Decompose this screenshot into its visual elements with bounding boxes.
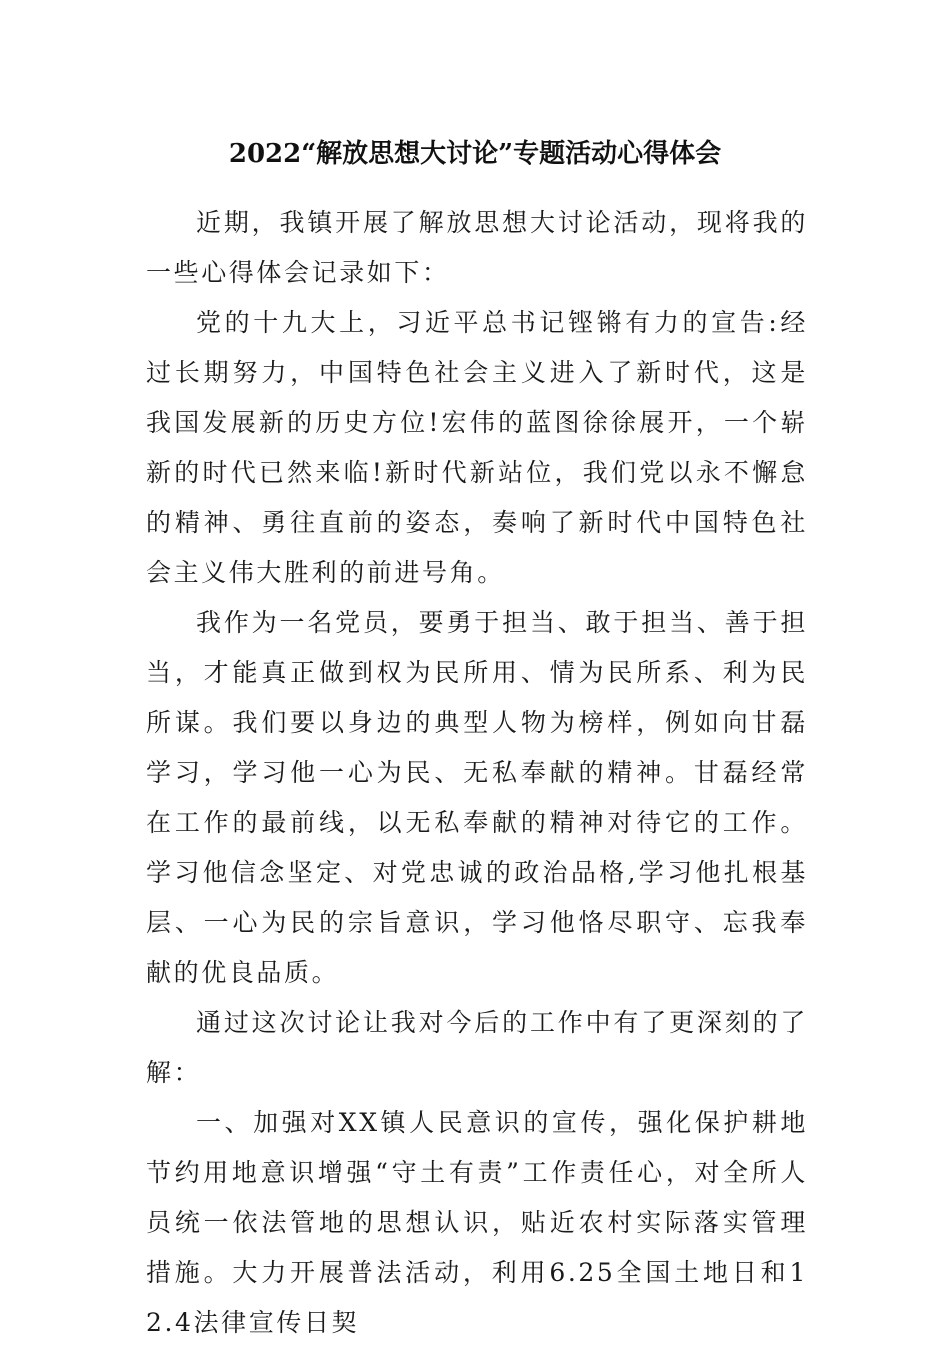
- paragraph-new-era: 党的十九大上，习近平总书记铿锵有力的宣告:经过长期努力，中国特色社会主义进入了新时代，这是我国发展新的历史方位!宏伟的蓝图徐徐展开，一个崭新的时代已然来临!新时代新站位，我们党以永不懈怠的精神、勇往直前的姿态，奏响了新时代中国特色社会主义伟大胜利的前进号角。: [146, 308, 808, 587]
- paragraph-party-member: 我作为一名党员，要勇于担当、敢于担当、善于担当，才能真正做到权为民所用、情为民所系、利为民所谋。我们要以身边的典型人物为榜样，例如向甘磊学习，学习他一心为民、无私奉献的精神。甘磊经常在工作的最前线，以无私奉献的精神对待它的工作。学习他信念坚定、对党忠诚的政治品格,学习他扎根基层、一心为民的宗旨意识，学习他恪尽职守、忘我奉献的优良品质。: [146, 608, 808, 987]
- paragraph-understanding: 通过这次讨论让我对今后的工作中有了更深刻的了解：: [146, 1008, 808, 1087]
- document-title: 2022“解放思想大讨论”专题活动心得体会: [228, 139, 722, 169]
- paragraph-point-one: 一、加强对XX镇人民意识的宣传，强化保护耕地节约用地意识增强“守土有责”工作责任心，对全所人员统一依法管地的思想认识，贴近农村实际落实管理措施。大力开展普法活动，利用6.25全国土地日和12.4法律宣传日契: [146, 1108, 808, 1337]
- paragraph-intro: 近期，我镇开展了解放思想大讨论活动，现将我的一些心得体会记录如下：: [146, 208, 808, 287]
- document-body: [146, 198, 808, 1348]
